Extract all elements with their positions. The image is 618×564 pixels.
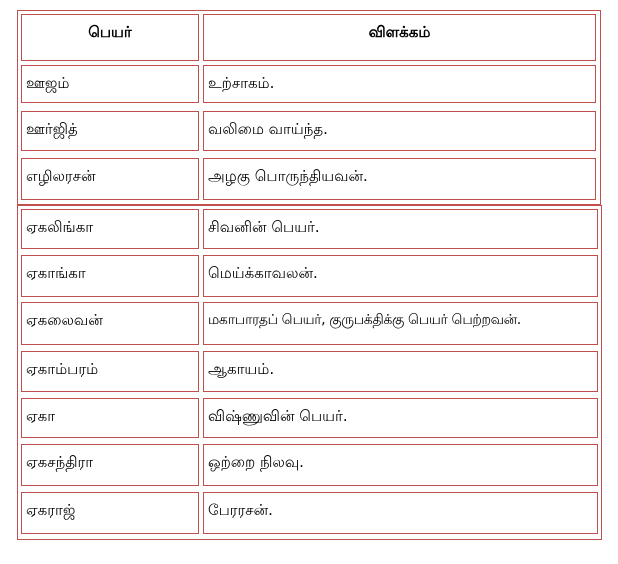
table-row-meaning: ஒற்றை நிலவு. bbox=[203, 444, 598, 486]
header-name: பெயர் bbox=[21, 14, 199, 61]
table-row-meaning: வலிமை வாய்ந்த. bbox=[203, 111, 596, 151]
table-row-meaning: விஷ்ணுவின் பெயர். bbox=[203, 398, 598, 438]
names-table bbox=[17, 10, 601, 540]
table-row-name: ஏகராஜ் bbox=[21, 492, 199, 534]
table-row-meaning: பேரரசன். bbox=[203, 492, 598, 534]
table-row-name: ஏகசந்திரா bbox=[21, 444, 199, 486]
table-row-name: ஊர்ஜித் bbox=[21, 111, 199, 151]
table-row-meaning: மகாபாரதப் பெயர், குருபக்திக்கு பெயர் பெற்றவன். bbox=[203, 302, 598, 345]
table-row-meaning: சிவனின் பெயர். bbox=[203, 209, 598, 249]
table-row-name: ஏகாம்பரம் bbox=[21, 351, 199, 392]
table-row-meaning: உற்சாகம். bbox=[203, 65, 596, 103]
table-row-name: ஏகலைவன் bbox=[21, 302, 199, 345]
table-row-name: எழிலரசன் bbox=[21, 158, 199, 200]
table-row-meaning: மெய்க்காவலன். bbox=[203, 255, 598, 297]
header-meaning: விளக்கம் bbox=[203, 14, 596, 61]
table-row-name: ஏகலிங்கா bbox=[21, 209, 199, 249]
table-row-name: ஏகா bbox=[21, 398, 199, 438]
table-row-name: ஊஜம் bbox=[21, 65, 199, 103]
table-row-name: ஏகாங்கா bbox=[21, 255, 199, 297]
table-row-meaning: அழகு பொருந்தியவன். bbox=[203, 158, 596, 200]
table-row-meaning: ஆகாயம். bbox=[203, 351, 598, 392]
